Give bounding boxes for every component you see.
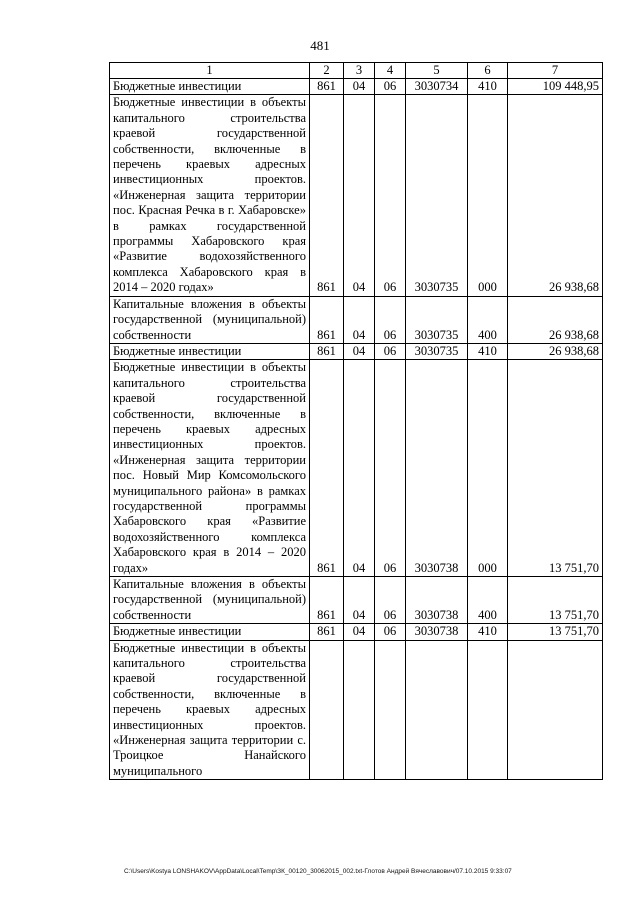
- row-target-code: 3030738: [406, 360, 468, 577]
- row-expense-type: 400: [468, 577, 508, 624]
- table-row: [110, 79, 603, 95]
- table-row: [110, 95, 603, 296]
- row-description: Бюджетные инвестиции: [110, 624, 310, 640]
- row-target-code: 3030738: [406, 624, 468, 640]
- row-ministry-code: [310, 640, 344, 780]
- row-target-code: [406, 640, 468, 780]
- row-section-code: 04: [344, 343, 375, 359]
- row-subsection-code: 06: [375, 95, 406, 296]
- row-expense-type: [468, 640, 508, 780]
- row-section-code: 04: [344, 624, 375, 640]
- row-description: Бюджетные инвестиции в объекты капитального строительства краевой государственной собственности, включенные в перечень краевых адресных инвестиционных проектов. «Инженерная защита территории пос. Красная Речка в г. Хабаровске» в рамках государственной программы Хабаровского края «Развитие водохозяйственного комплекса Хабаровского края в 2014 – 2020 годах»: [110, 95, 310, 296]
- row-target-code: 3030738: [406, 577, 468, 624]
- row-ministry-code: 861: [310, 624, 344, 640]
- table-row: [110, 360, 603, 577]
- row-ministry-code: 861: [310, 79, 344, 95]
- row-ministry-code: 861: [310, 577, 344, 624]
- header-col-1: 1: [110, 63, 310, 79]
- table-row: [110, 296, 603, 343]
- row-description: Бюджетные инвестиции: [110, 343, 310, 359]
- row-section-code: 04: [344, 577, 375, 624]
- row-expense-type: 000: [468, 95, 508, 296]
- row-section-code: 04: [344, 296, 375, 343]
- row-section-code: [344, 640, 375, 780]
- header-col-6: 6: [468, 63, 508, 79]
- row-ministry-code: 861: [310, 95, 344, 296]
- row-description: Бюджетные инвестиции: [110, 79, 310, 95]
- table-row: [110, 640, 603, 780]
- row-amount: 26 938,68: [508, 95, 603, 296]
- row-description: Капитальные вложения в объекты государственной (муниципальной) собственности: [110, 296, 310, 343]
- row-description: Бюджетные инвестиции в объекты капитального строительства краевой государственной собственности, включенные в перечень краевых адресных инвестиционных проектов. «Инженерная защита территории пос. Новый Мир Комсомольского муниципального района» в рамках государственной программы Хабаровского края «Развитие водохозяйственного комплекса Хабаровского края в 2014 – 2020 годах»: [110, 360, 310, 577]
- table-row: [110, 577, 603, 624]
- row-ministry-code: 861: [310, 296, 344, 343]
- row-amount: 13 751,70: [508, 624, 603, 640]
- row-description: Бюджетные инвестиции в объекты капитального строительства краевой государственной собственности, включенные в перечень краевых адресных инвестиционных проектов. «Инженерная защита территории с. Троицкое Нанайского муниципального: [110, 640, 310, 780]
- row-expense-type: 000: [468, 360, 508, 577]
- page-number: 481: [310, 38, 330, 53]
- file-path-footer: C:\Users\Kostya LONSHAKOV\AppData\Local\Temp\ЗК_00120_30062015_002.txt-Глотов Андрей Вячеславович/07.10.2015 9:33:07: [124, 868, 512, 875]
- row-amount: 13 751,70: [508, 360, 603, 577]
- row-ministry-code: 861: [310, 343, 344, 359]
- row-target-code: 3030734: [406, 79, 468, 95]
- row-target-code: 3030735: [406, 95, 468, 296]
- row-target-code: 3030735: [406, 343, 468, 359]
- row-expense-type: 410: [468, 624, 508, 640]
- row-amount: [508, 640, 603, 780]
- row-section-code: 04: [344, 95, 375, 296]
- row-amount: 26 938,68: [508, 296, 603, 343]
- header-col-5: 5: [406, 63, 468, 79]
- row-subsection-code: 06: [375, 296, 406, 343]
- row-subsection-code: [375, 640, 406, 780]
- row-amount: 109 448,95: [508, 79, 603, 95]
- row-subsection-code: 06: [375, 577, 406, 624]
- table-row: [110, 624, 603, 640]
- table-row: [110, 343, 603, 359]
- row-section-code: 04: [344, 79, 375, 95]
- budget-table: [109, 62, 603, 780]
- header-row: [110, 63, 603, 79]
- row-subsection-code: 06: [375, 79, 406, 95]
- row-expense-type: 410: [468, 343, 508, 359]
- row-subsection-code: 06: [375, 624, 406, 640]
- header-col-7: 7: [508, 63, 603, 79]
- row-expense-type: 400: [468, 296, 508, 343]
- row-subsection-code: 06: [375, 360, 406, 577]
- row-section-code: 04: [344, 360, 375, 577]
- row-amount: 26 938,68: [508, 343, 603, 359]
- row-subsection-code: 06: [375, 343, 406, 359]
- row-expense-type: 410: [468, 79, 508, 95]
- row-amount: 13 751,70: [508, 577, 603, 624]
- header-col-4: 4: [375, 63, 406, 79]
- row-ministry-code: 861: [310, 360, 344, 577]
- row-target-code: 3030735: [406, 296, 468, 343]
- header-col-2: 2: [310, 63, 344, 79]
- row-description: Капитальные вложения в объекты государственной (муниципальной) собственности: [110, 577, 310, 624]
- header-col-3: 3: [344, 63, 375, 79]
